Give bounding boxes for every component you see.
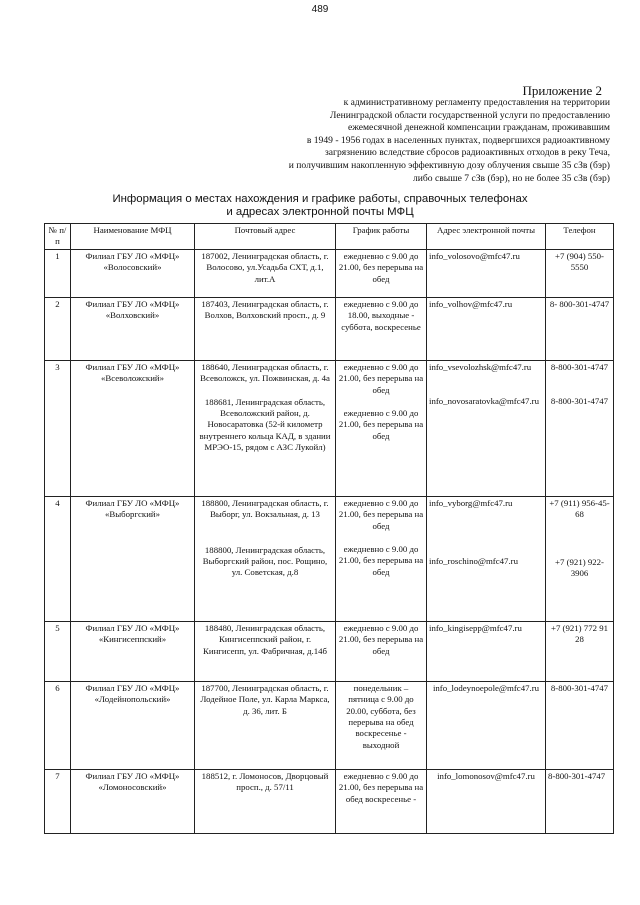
table-row bbox=[45, 297, 614, 360]
email-link[interactable]: info_vyborg@mfc47.ru bbox=[429, 497, 513, 508]
work-schedule: ежедневно с 9.00 до 21.00, без перерыва на обед bbox=[338, 361, 424, 395]
cell-spacer bbox=[197, 521, 333, 545]
work-schedule: ежедневно с 9.00 до 21.00, без перерыва на обед bbox=[338, 497, 424, 531]
mfc-name: Филиал ГБУ ЛО «МФЦ» «Кингисеппский» bbox=[71, 621, 195, 681]
row-num: 3 bbox=[45, 360, 71, 496]
phone-cell bbox=[546, 360, 614, 496]
subtitle-line: Ленинградской области государственной услуги по предоставлению bbox=[329, 109, 610, 121]
email-link[interactable]: info_volhov@mfc47.ru bbox=[427, 297, 546, 360]
email-link[interactable]: info_volosovo@mfc47.ru bbox=[427, 249, 546, 297]
mfc-name: Филиал ГБУ ЛО «МФЦ» «Ломоносовский» bbox=[71, 769, 195, 833]
table-header-row bbox=[45, 224, 614, 250]
document-title bbox=[90, 193, 550, 219]
annex-title: Приложение 2 bbox=[522, 83, 602, 98]
subtitle-line: к административному регламенту предоставления на территории bbox=[343, 97, 610, 108]
email-link[interactable]: info_lomonosov@mfc47.ru bbox=[427, 769, 546, 833]
phone-number: 8-800-301-4747 bbox=[546, 769, 614, 833]
row-num: 6 bbox=[45, 681, 71, 769]
phone-number: +7 (921) 772 91 28 bbox=[546, 621, 614, 681]
postal-address: 188800, Ленинградская область, г. Выборг, ул. Вокзальная, д. 13 bbox=[201, 497, 329, 520]
page-number: 489 bbox=[311, 4, 329, 15]
header-name: Наименование МФЦ bbox=[71, 224, 195, 250]
row-num: 5 bbox=[45, 621, 71, 681]
header-schedule: График работы bbox=[336, 224, 427, 250]
cell-spacer bbox=[429, 509, 543, 556]
cell-spacer bbox=[338, 396, 424, 408]
email-link[interactable]: info_lodeynoepole@mfc47.ru bbox=[427, 681, 546, 769]
title-line: и адресах электронной почты МФЦ bbox=[226, 206, 414, 218]
mfc-name: Филиал ГБУ ЛО «МФЦ» «Лодейнопольский» bbox=[71, 681, 195, 769]
row-num: 1 bbox=[45, 249, 71, 297]
mfc-table bbox=[44, 223, 614, 834]
header-num: № п/п bbox=[45, 224, 71, 250]
phone-cell bbox=[546, 496, 614, 621]
cell-spacer bbox=[338, 532, 424, 544]
cell-spacer bbox=[548, 373, 611, 396]
work-schedule-secondary: ежедневно с 9.00 до 21.00, без перерыва на обед bbox=[338, 544, 424, 577]
postal-address: 187700, Ленинградская область, г. Лодейное Поле, ул. Карла Маркса, д. 36, лит. Б bbox=[195, 681, 336, 769]
postal-address-secondary: 188800, Ленинградская область, Выборгский район, пос. Рощино, ул. Советская, д.8 bbox=[202, 544, 328, 578]
postal-address-cell bbox=[195, 360, 336, 496]
header-address: Почтовый адрес bbox=[195, 224, 336, 250]
work-schedule-secondary: ежедневно с 9.00 до 21.00, без перерыва на обед bbox=[338, 408, 424, 441]
phone-number: +7 (911) 956-45-68 bbox=[549, 497, 610, 520]
row-num: 4 bbox=[45, 496, 71, 621]
phone-number: 8- 800-301-4747 bbox=[546, 297, 614, 360]
subtitle-line: либо свыше 7 сЗв (бэр), но не более 35 сЗв (бэр) bbox=[413, 172, 610, 184]
mfc-name: Филиал ГБУ ЛО «МФЦ» «Волховский» bbox=[71, 297, 195, 360]
phone-number: 8-800-301-4747 bbox=[550, 361, 609, 372]
row-num: 2 bbox=[45, 297, 71, 360]
annex-subtitle bbox=[170, 97, 610, 185]
work-schedule-cell bbox=[336, 496, 427, 621]
row-num: 7 bbox=[45, 769, 71, 833]
email-cell bbox=[427, 360, 546, 496]
postal-address: 188512, г. Ломоносов, Дворцовый просп., д. 57/11 bbox=[195, 769, 336, 833]
email-link[interactable]: info_kingisepp@mfc47.ru bbox=[427, 621, 546, 681]
email-cell bbox=[427, 496, 546, 621]
table-row bbox=[45, 681, 614, 769]
work-schedule-cell bbox=[336, 360, 427, 496]
cell-spacer bbox=[197, 385, 333, 397]
postal-address-cell bbox=[195, 496, 336, 621]
mfc-name: Филиал ГБУ ЛО «МФЦ» «Выборгский» bbox=[71, 496, 195, 621]
postal-address: 187002, Ленинградская область, г. Волосово, ул.Усадьба СХТ, д.1, лит.А bbox=[195, 249, 336, 297]
subtitle-line: загрязнению вследствие сбросов радиоактивных отходов в реку Теча, bbox=[325, 147, 610, 159]
table-row bbox=[45, 496, 614, 621]
cell-spacer bbox=[429, 373, 543, 396]
work-schedule: ежедневно с 9.00 до 21.00, без перерыва на обед воскресенье - bbox=[336, 769, 427, 833]
subtitle-line: и получившим накопленную эффективную дозу облучения свыше 35 сЗв (бэр) bbox=[288, 159, 610, 171]
email-link[interactable]: info_vsevolozhsk@mfc47.ru bbox=[429, 361, 532, 372]
table-row bbox=[45, 621, 614, 681]
postal-address: 188480, Ленинградская область, Кингисеппский район, г. Кингисепп, ул. Фабричная, д.14б bbox=[195, 621, 336, 681]
table-row bbox=[45, 249, 614, 297]
subtitle-line: в 1949 - 1956 годах в населенных пунктах, подвергшихся радиоактивному bbox=[306, 134, 610, 146]
header-email: Адрес электронной почты bbox=[427, 224, 546, 250]
table-row bbox=[45, 769, 614, 833]
work-schedule: ежедневно с 9.00 до 21.00, без перерыва на обед bbox=[336, 249, 427, 297]
mfc-name: Филиал ГБУ ЛО «МФЦ» «Волосовский» bbox=[71, 249, 195, 297]
postal-address-secondary: 188681, Ленинградская область, Всеволожский район, д. Новосаратовка (52-й километр внутреннего кольца КАД, в здании МРЭО-15, рядом с АЗС Лукойл) bbox=[199, 396, 331, 453]
header-phone: Телефон bbox=[546, 224, 614, 250]
phone-number-secondary: 8-800-301-4747 bbox=[550, 396, 609, 407]
cell-spacer bbox=[548, 521, 611, 557]
work-schedule: ежедневно с 9.00 до 21.00, без перерыва на обед bbox=[336, 621, 427, 681]
title-line: Информация о местах нахождения и графике работы, справочных телефонах bbox=[112, 193, 528, 205]
work-schedule: понедельник – пятница с 9.00 до 20.00, суббота, без перерыва на обед воскресенье - выходной bbox=[336, 681, 427, 769]
table-row bbox=[45, 360, 614, 496]
email-link-secondary[interactable]: info_novosaratovka@mfc47.ru bbox=[429, 396, 539, 407]
phone-number-secondary: +7 (921) 922-3906 bbox=[555, 556, 604, 579]
phone-number: 8-800-301-4747 bbox=[546, 681, 614, 769]
work-schedule: ежедневно с 9.00 до 18.00, выходные - суббота, воскресенье bbox=[336, 297, 427, 360]
postal-address: 188640, Ленинградская область, г. Всеволожск, ул. Пожвинская, д. 4а bbox=[200, 361, 330, 384]
email-link-secondary[interactable]: info_roschino@mfc47.ru bbox=[429, 556, 518, 567]
postal-address: 187403, Ленинградская область, г. Волхов, Волховский просп., д. 9 bbox=[195, 297, 336, 360]
phone-number: +7 (904) 550-5550 bbox=[546, 249, 614, 297]
subtitle-line: ежемесячной денежной компенсации гражданам, проживавшим bbox=[347, 122, 610, 134]
mfc-name: Филиал ГБУ ЛО «МФЦ» «Всеволожский» bbox=[71, 360, 195, 496]
